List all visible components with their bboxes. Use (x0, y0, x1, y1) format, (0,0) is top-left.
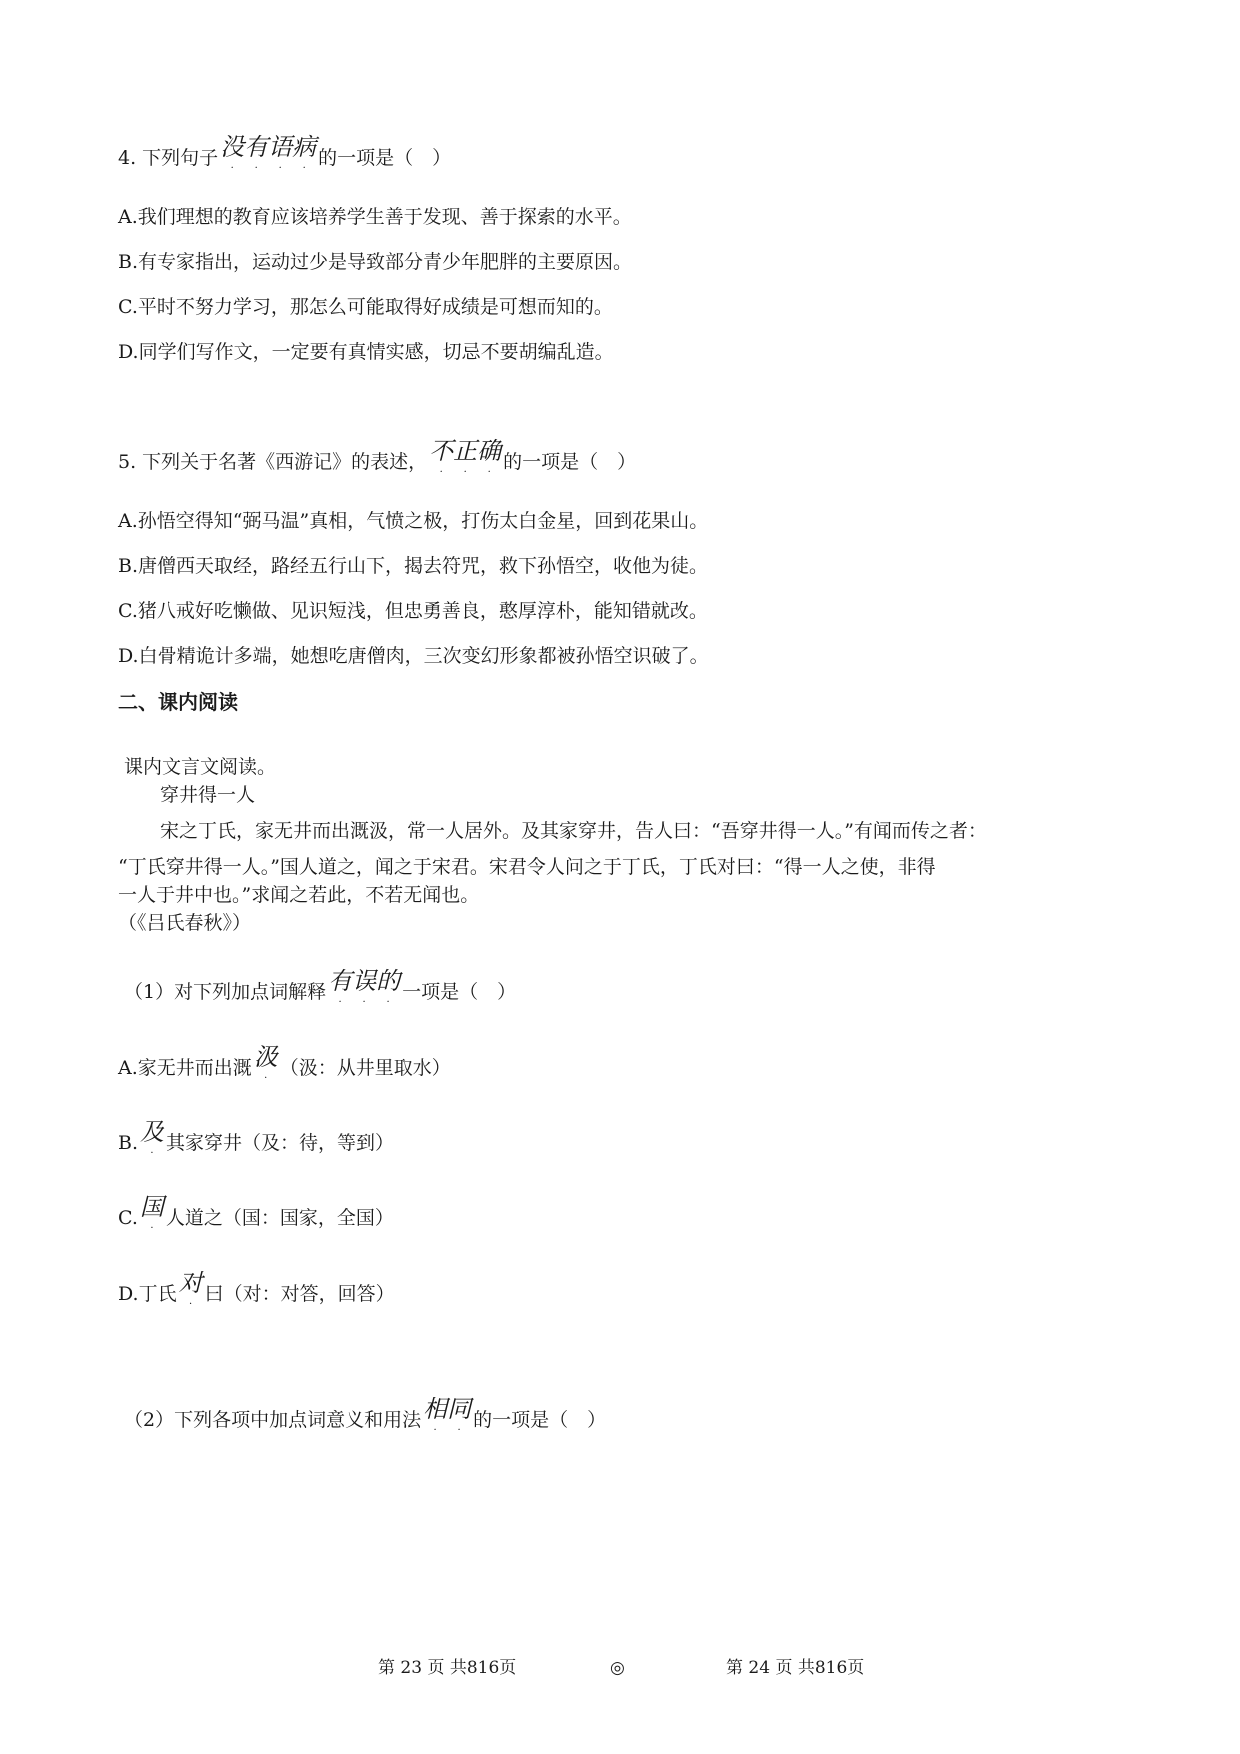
passage-line: 一人于井中也。”求闻之若此，不若无闻也。 (118, 884, 480, 906)
q5-option-a: A.孙悟空得知“弼马温”真相，气愤之极，打伤太白金星，回到花果山。 (118, 510, 709, 532)
emphasis-dots: · (264, 1073, 268, 1084)
passage-title: 穿井得一人 (160, 784, 256, 806)
q5-stem-post: 的一项是（ ） (503, 451, 637, 473)
emphasis-dots: · · · · (230, 163, 306, 174)
q4-option-b: B.有专家指出，运动过少是导致部分青少年肥胖的主要原因。 (118, 251, 633, 273)
sub1-stem-pre: （1）对下列加点词解释 (124, 981, 327, 1003)
emphasis-dots: · · · (338, 997, 390, 1008)
section-heading: 二、课内阅读 (118, 690, 238, 714)
footer-page-right: 第 24 页 共816页 (726, 1658, 865, 1678)
q4-option-d: D.同学们写作文，一定要有真情实感，切忌不要胡编乱造。 (118, 341, 614, 363)
question-4-stem (118, 133, 452, 174)
question-5-stem (118, 437, 637, 478)
passage-line: 宋之丁氏，家无井而出溉汲，常一人居外。及其家穿井，告人曰：“吾穿井得一人。”有闻而传之者： (160, 820, 987, 842)
sub2-emphasis: 相同 · · (423, 1395, 472, 1436)
q5-emphasis: 不正确 · · · (429, 437, 502, 478)
sub1-option-d: D.丁氏对 · 曰（对：对答，回答） (118, 1269, 395, 1310)
sub1-emphasis: 有误的 · · · (328, 967, 401, 1008)
sub1-option-c-emphasis: 国 · (139, 1193, 164, 1234)
sub1-option-d-emphasis: 对 · (178, 1269, 203, 1310)
sub1-option-b: B.及 · 其家穿井（及：待，等到） (118, 1118, 395, 1159)
q4-emphasis: 没有语病 · · · · (220, 133, 317, 174)
subquestion-1-stem (124, 967, 517, 1008)
footer-page-left: 第 23 页 共816页 (378, 1658, 517, 1678)
emphasis-dots: · (150, 1223, 154, 1234)
q4-option-a: A.我们理想的教育应该培养学生善于发现、善于探索的水平。 (118, 206, 632, 228)
sub1-option-c: C.国 · 人道之（国：国家，全国） (118, 1193, 394, 1234)
emphasis-dots: · · (433, 1425, 461, 1436)
emphasis-dots: · (150, 1148, 154, 1159)
passage-line: “丁氏穿井得一人。”国人道之，闻之于宋君。宋君令人问之于丁氏，丁氏对曰：“得一人之使，非得 (118, 856, 936, 878)
sub1-option-b-emphasis: 及 · (140, 1118, 165, 1159)
q5-option-b: B.唐僧西天取经，路经五行山下，揭去符咒，救下孙悟空，收他为徒。 (118, 555, 709, 577)
sub1-option-a: A.家无井而出溉汲 · （汲：从井里取水） (118, 1043, 451, 1084)
sub2-stem-post: 的一项是（ ） (473, 1409, 607, 1431)
q4-stem-pre: 4. 下列句子 (118, 147, 219, 169)
q4-stem-post: 的一项是（ ） (318, 147, 452, 169)
subquestion-2-stem (124, 1395, 607, 1436)
emphasis-dots: · · · (439, 467, 491, 478)
footer-center-mark: ◎ (610, 1658, 625, 1678)
passage-source: （《吕氏春秋》） (118, 912, 252, 934)
emphasis-dots: · (189, 1299, 193, 1310)
q4-option-c: C.平时不努力学习，那怎么可能取得好成绩是可想而知的。 (118, 296, 613, 318)
q5-option-d: D.白骨精诡计多端，她想吃唐僧肉，三次变幻形象都被孙悟空识破了。 (118, 645, 709, 667)
sub1-option-a-emphasis: 汲 · (253, 1043, 278, 1084)
q5-stem-pre: 5. 下列关于名著《西游记》的表述， (118, 451, 428, 473)
reading-intro: 课内文言文阅读。 (124, 756, 277, 778)
q5-option-c: C.猪八戒好吃懒做、见识短浅，但忠勇善良，憨厚淳朴，能知错就改。 (118, 600, 708, 622)
sub2-stem-pre: （2）下列各项中加点词意义和用法 (124, 1409, 422, 1431)
sub1-stem-post: 一项是（ ） (402, 981, 517, 1003)
